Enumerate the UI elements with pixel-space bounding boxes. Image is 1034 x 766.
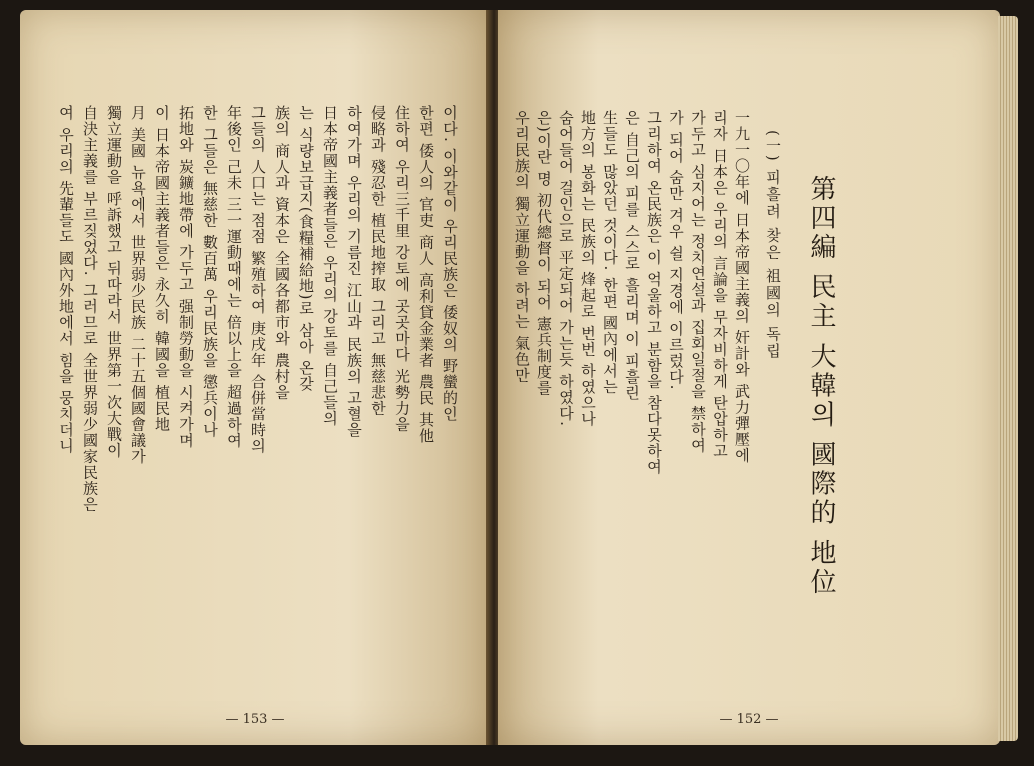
right_page-text-column: 가 되어 숨만 겨우 쉴 지경에 이르렀다. [667, 110, 685, 391]
left_page-text-column: 拓地와 炭鑛地帶에 가두고 强制勞動을 시켜가며 [177, 105, 195, 449]
section-title: (一) 피흘려 찾은 祖國의 독립 [764, 130, 782, 360]
right-page [498, 10, 1000, 745]
right_page-text-column: 은 自己의 피를 스스로 흘리며 이 피흘린 [623, 110, 641, 401]
right-page-number: — 152 — [719, 712, 779, 727]
right_page-text-column: 은)이란 명 初代總督이 되어 憲兵制度를 [535, 110, 553, 396]
left_page-text-column: 하여가며 우리의 기름진 江山과 民族의 고혈을 [345, 105, 363, 438]
left_page-text-column: 侵略과 殘忍한 植民地搾取 그리고 無慈悲한 [369, 105, 387, 417]
left_page-text-column: 自決主義를 부르짖었다. 그러므로 全世界弱少國家民族은 [81, 105, 99, 513]
left_page-text-column: 族의 商人과 資本은 全國各都市와 農村을 [273, 105, 291, 401]
page-edges [998, 16, 1018, 741]
right_page-text-column: 리자 日本은 우리의 言論을 무자비하게 탄압하고 [711, 110, 729, 459]
left_page-text-column: 그들의 人口는 점점 繁殖하여 庚戌年 合併當時의 [249, 105, 267, 454]
left_page-text-column: 여 우리의 先輩들도 國內外地에서 힘을 뭉치더니 [57, 105, 75, 454]
left_page-text-column: 는 식량보급지(食糧補給地)로 삼아 온갖 [297, 105, 315, 393]
left-page [20, 10, 490, 745]
left_page-text-column: 住하여 우리三千里 강토에 곳곳마다 光勢力을 [393, 105, 411, 433]
right_page-text-column: 一九一〇年에 日本帝國主義의 奸計와 武力彈壓에 [733, 110, 751, 464]
left_page-text-column: 日本帝國主義者들은 우리의 강토를 自己들의 [321, 105, 339, 427]
chapter-title: 第四編 民主 大韓의 國際的 地位 [806, 175, 836, 598]
open-book [20, 10, 1020, 755]
left_page-text-column: 年後인 己未 三一運動때에는 倍以上을 超過하여 [225, 105, 243, 449]
left_page-text-column: 獨立運動을 呼訴했고 뒤따라서 世界第一次大戰이 [105, 105, 123, 459]
right_page-text-column: 우리民族의 獨立運動을 하려는 氣色만 [513, 110, 531, 384]
left_page-text-column: 月 美國 뉴욕에서 世界弱少民族 二十五個國會議가 [129, 105, 147, 465]
right_page-text-column: 숨어들어 걸인으로 平定되어 가는듯 하였다. [557, 110, 575, 427]
left_page-text-column: 이 日本帝國主義者들은 永久히 韓國을 植民地 [153, 105, 171, 433]
right_page-text-column: 가두고 심지어는 정치연설과 집회일절을 禁하여 [689, 110, 707, 454]
right_page-text-column: 地方의 봉화는 民族의 烽起로 번번 하였으나 [579, 110, 597, 427]
left_page-text-column: 한 그들은 無慈한 數百萬 우리民族을 懲兵이나 [201, 105, 219, 438]
left_page-text-column: 이다. 이와같이 우리民族은 倭奴의 野蠻的인 [441, 105, 459, 422]
left-page-number: — 153 — [225, 712, 285, 727]
right_page-text-column: 그리하여 온民族은 이 억울하고 분함을 참다못하여 [645, 110, 663, 475]
right_page-text-column: 生들도 많았던 것이다. 한편 國內에서는 [601, 110, 619, 395]
left_page-text-column: 한편 倭人의 官吏 商人 高利貸金業者 農民 其他 [417, 105, 435, 444]
